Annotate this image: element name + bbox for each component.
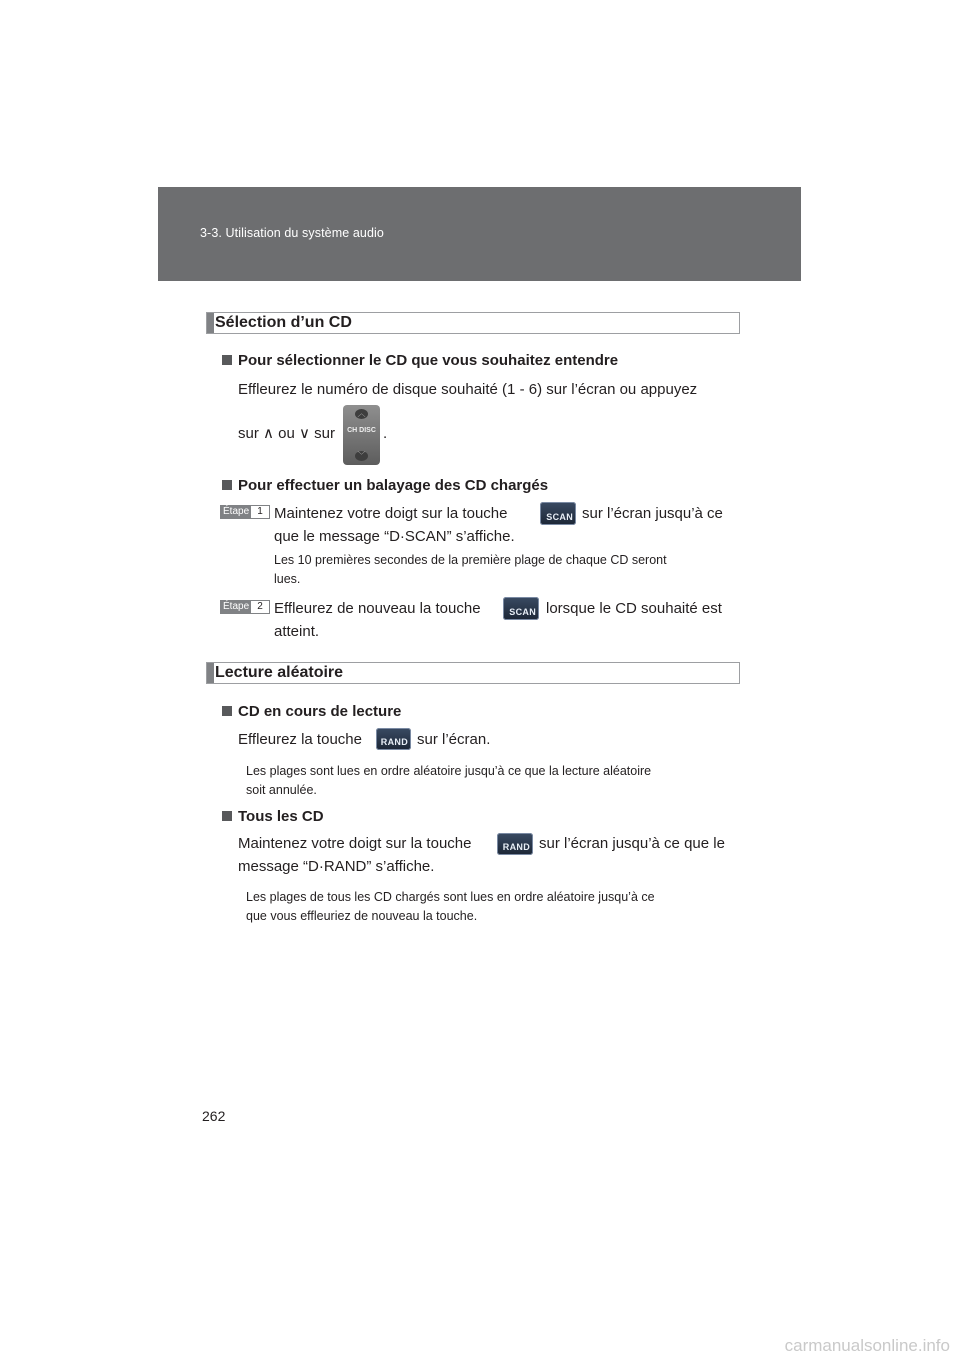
subheading-all-cds: Tous les CD [222, 808, 324, 825]
section-heading-cd-select [206, 312, 740, 334]
bullet-square-icon [222, 355, 232, 365]
body-text: Effleurez la touche [238, 731, 362, 748]
step-badge: Étape 2 [220, 600, 270, 614]
scan-button-icon: SCAN [503, 597, 539, 620]
body-text: Maintenez votre doigt sur la touche [238, 835, 472, 852]
subheading-current-cd: CD en cours de lecture [222, 703, 401, 720]
ch-disc-button-icon [343, 405, 380, 465]
section-title: Lecture aléatoire [215, 664, 344, 681]
note-text: que vous effleuriez de nouveau la touche. [246, 909, 478, 923]
section-title: Sélection d’un CD [215, 314, 352, 331]
body-text: sur l’écran jusqu’à ce [582, 505, 723, 522]
bullet-square-icon [222, 811, 232, 821]
bullet-square-icon [222, 706, 232, 716]
section-heading-random [206, 662, 740, 684]
ch-disc-label: CH DISC [347, 427, 376, 434]
page-number: 262 [202, 1108, 226, 1124]
chevron-down-icon: ﹀ [355, 451, 368, 461]
rand-button-icon: RAND [376, 728, 411, 750]
body-text: sur ∧ ou ∨ sur [238, 425, 335, 442]
body-text: sur l’écran jusqu’à ce que le [539, 835, 725, 852]
body-text: que le message “D·SCAN” s’affiche. [274, 528, 515, 545]
body-text: . [383, 425, 388, 442]
bullet-square-icon [222, 480, 232, 490]
watermark: carmanualsonline.info [784, 1336, 950, 1355]
chapter-header: 3-3. Utilisation du système audio [200, 226, 384, 240]
note-text: Les 10 premières secondes de la première plage de chaque CD seront [274, 553, 667, 567]
subheading-select-cd: Pour sélectionner le CD que vous souhaitez entendre [222, 352, 618, 369]
body-text: Maintenez votre doigt sur la touche [274, 505, 508, 522]
chevron-up-icon: ︿ [355, 409, 368, 419]
step-badge: Étape 1 [220, 505, 270, 519]
section-accent [207, 313, 214, 333]
rand-button-icon: RAND [497, 833, 533, 855]
body-text: sur l’écran. [417, 731, 491, 748]
subheading-scan: Pour effectuer un balayage des CD chargés [222, 477, 548, 494]
note-text: lues. [274, 572, 301, 586]
scan-button-icon: SCAN [540, 502, 576, 525]
note-text: soit annulée. [246, 783, 317, 797]
body-text: Effleurez de nouveau la touche [274, 600, 481, 617]
body-text: lorsque le CD souhaité est [546, 600, 722, 617]
body-text: Effleurez le numéro de disque souhaité (1 - 6) sur l’écran ou appuyez [238, 381, 698, 398]
body-text: atteint. [274, 623, 320, 640]
body-text: message “D·RAND” s’affiche. [238, 858, 435, 875]
note-text: Les plages de tous les CD chargés sont lues en ordre aléatoire jusqu’à ce [246, 890, 655, 904]
note-text: Les plages sont lues en ordre aléatoire jusqu’à ce que la lecture aléatoire [246, 764, 652, 778]
section-accent [207, 663, 214, 683]
